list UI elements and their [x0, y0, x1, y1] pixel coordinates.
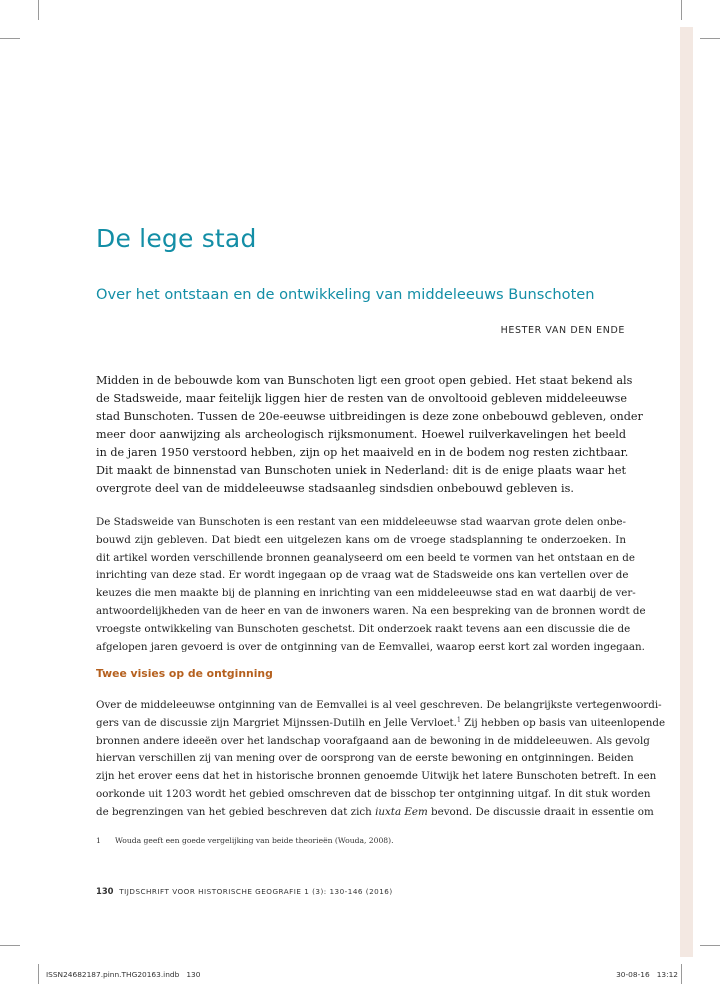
crop-mark-bottom-right-horizontal	[700, 945, 720, 946]
paragraph-line: vroegste ontwikkeling van Bunschoten geschetst. Dit onderzoek raakt tevens aan een discussie die de	[96, 622, 631, 635]
section-paragraph	[96, 697, 666, 822]
section-heading: Twee visies op de ontginning	[96, 667, 273, 680]
crop-mark-top-left-vertical	[38, 0, 39, 20]
abstract-line: Midden in de bebouwde kom van Bunschoten ligt een groot open gebied. Het staat bekend als	[96, 374, 633, 387]
crop-mark-top-right-horizontal	[700, 38, 720, 39]
abstract-line: stad Bunschoten. Tussen de 20e-eeuwse uitbreidingen is deze zone onbebouwd gebleven, onder	[96, 410, 643, 423]
print-slug-timestamp: 30-08-16 13:12	[616, 970, 678, 979]
footnote-text: Wouda geeft een goede vergelijking van beide theorieën (Wouda, 2008).	[115, 836, 394, 845]
footnote-reference[interactable]: 1	[456, 716, 461, 724]
paragraph-line: dit artikel worden verschillende bronnen geanalyseerd om een beeld te vormen van het ontstaan en de	[96, 551, 635, 564]
abstract	[96, 372, 643, 498]
paragraph-line: oorkonde uit 1203 wordt het gebied omschreven dat de bisschop ter ontginning uitgaf. In dit stuk worden	[96, 787, 651, 800]
article-title: De lege stad	[96, 224, 257, 253]
paragraph-line: antwoordelijkheden van de heer en van de inwoners waren. Na een bespreking van de bronnen wordt de	[96, 604, 646, 617]
paragraph-line: keuzes die men maakte bij de planning en inrichting van een middeleeuwse stad en wat daarbij de ver-	[96, 587, 636, 600]
latin-term: iuxta Eem	[375, 805, 428, 818]
paragraph-text: de begrenzingen van het gebied beschreven dat zich	[96, 805, 376, 818]
paragraph-text: Zij hebben op basis van uiteenlopende	[460, 716, 666, 729]
journal-citation: TIJDSCHRIFT VOOR HISTORISCHE GEOGRAFIE 1 (3): 130-146 (2016)	[119, 887, 393, 896]
paragraph-line: De Stadsweide van Bunschoten is een restant van een middeleeuwse stad waarvan grote delen onbe-	[96, 516, 626, 528]
abstract-line: Dit maakt de binnenstad van Bunschoten uniek in Nederland: dit is de enige plaats waar het	[96, 464, 626, 477]
paragraph-line: bronnen andere ideeën over het landschap voorafgaand aan de bewoning in de middeleeuwen. Als gevolg	[96, 734, 650, 747]
paragraph-line: Over de middeleeuwse ontginning van de Eemvallei is al veel geschreven. De belangrijkste vertegenwoordi-	[96, 699, 662, 711]
crop-mark-top-left-horizontal	[0, 38, 20, 39]
print-slug-file: ISSN24682187.pinn.THG20163.indb 130	[46, 970, 201, 979]
paragraph-line: bouwd zijn gebleven. Dat biedt een uitgelezen kans om de vroege stadsplanning te onderzoeken. In	[96, 533, 626, 546]
crop-mark-bottom-left-vertical	[38, 964, 39, 984]
side-color-band	[680, 27, 693, 957]
page-footer	[96, 886, 393, 896]
abstract-line: in de jaren 1950 verstoord hebben, zijn op het maaiveld en in de bodem nog resten zichtbaar.	[96, 446, 629, 459]
crop-mark-top-right-vertical	[681, 0, 682, 20]
crop-mark-bottom-right-vertical	[681, 964, 682, 984]
abstract-line: de Stadsweide, maar feitelijk liggen hier de resten van de onvoltooid gebleven middeleeuwse	[96, 392, 627, 405]
abstract-line: meer door aanwijzing als archeologisch rijksmonument. Hoewel ruilverkavelingen het beeld	[96, 428, 626, 441]
paragraph-text: gers van de discussie zijn Margriet Mijnssen-Dutilh en Jelle Vervloet.	[96, 716, 457, 729]
author-name: HESTER VAN DEN ENDE	[500, 325, 625, 336]
abstract-line: overgrote deel van de middeleeuwse stadsaanleg sindsdien onbebouwd gebleven is.	[96, 482, 574, 495]
crop-mark-bottom-left-horizontal	[0, 945, 20, 946]
footnote-number: 1	[96, 836, 101, 845]
paragraph-line	[96, 804, 654, 822]
footnote	[96, 836, 394, 845]
page-number: 130	[96, 886, 114, 896]
intro-paragraph	[96, 514, 646, 656]
article-subtitle: Over het ontstaan en de ontwikkeling van middeleeuws Bunschoten	[96, 286, 595, 303]
paragraph-text: bevond. De discussie draait in essentie om	[427, 805, 654, 818]
paragraph-line: inrichting van deze stad. Er wordt ingegaan op de vraag wat de Stadsweide ons kan vertellen over de	[96, 569, 629, 582]
paragraph-line: hiervan verschillen zij van mening over de oorsprong van de eerste bewoning en ontginningen. Beiden	[96, 752, 634, 765]
paragraph-line: zijn het erover eens dat het in historische bronnen genoemde Uitwijk het latere Bunschoten betreft. In een	[96, 770, 657, 783]
paragraph-line	[96, 715, 666, 733]
paragraph-line: afgelopen jaren gevoerd is over de ontginning van de Eemvallei, waarop eerst kort zal worden ingegaan.	[96, 640, 645, 653]
